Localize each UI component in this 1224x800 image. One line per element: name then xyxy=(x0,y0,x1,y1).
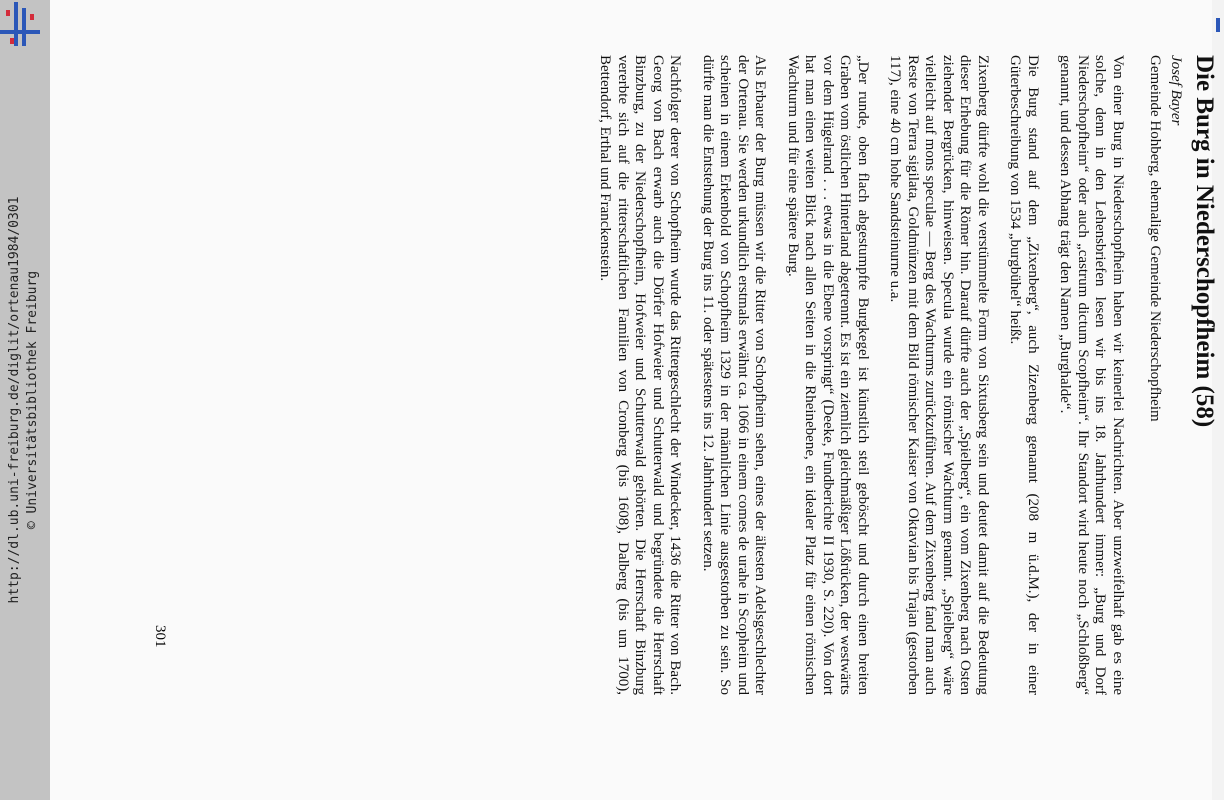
rotated-article xyxy=(98,55,1218,695)
article-subtitle: Gemeinde Hohberg, ehemalige Gemeinde Niederschopfheim xyxy=(1147,55,1163,422)
paragraph: Von einer Burg in Niederschopfheim haben wir keinerlei Nachrichten. Aber unzweifelhaft gab es eine solche, denn in den Lehensbriefen lesen wir bis ins 18. Jahrhundert immer: „Burg und Dorf Niederschopfheim“ oder auch „castrum dictum Scopfheim“. Ihr Standort wird heute noch „Schloßberg“ genannt, und dessen Abhang trägt den Namen „Burghalde“. xyxy=(1057,55,1126,695)
article-body xyxy=(596,55,1218,695)
source-url[interactable]: http://dl.ub.uni-freiburg.de/diglit/ortenau1984/0301 xyxy=(7,196,22,604)
page-number: 301 xyxy=(152,625,168,648)
article-author: Josef Bayer xyxy=(1168,55,1184,126)
article-title: Die Burg in Niederschopfheim (58) xyxy=(1191,55,1218,428)
sidebar-strip xyxy=(0,0,50,800)
paragraph: Nachfolger derer von Schopfheim wurde das Rittergeschlecht der Windecker, 1436 die Ritter von Bach. Georg von Bach erwarb auch die Dörfer Hofweier und Schutterwald und begründete die Herrschaft Binzburg, zu der Niederschopfheim, Hofweier und Schutterwald gehörten. Die Herrschaft Binzburg vererbte sich auf die ritterschaftlichen Familien von Cronberg (bis 1608), Dalberg (bis um 1700), Bettendorf, Erthal und Franckenstein. xyxy=(597,55,684,695)
paragraph: „Der runde, oben flach abgestumpfte Burgkegel ist künstlich steil geböscht und durch einen breiten Graben vom östlichen Hinterland abgetrennt. Es ist ein ziemlich gleichmäßiger Lößrücken, der westwärts vor dem Hügelrand . . . etwas in die Ebene vorspringt“ (Deeke, Fundberichte II 1930, S. 220). Von dort hat man einen weiten Blick nach allen Seiten in die Rheinebene, ein idealer Platz für einen römischen Wachturm und für eine spätere Burg. xyxy=(785,55,871,695)
paragraph: Zixenberg dürfte wohl die verstümmelte Form von Sixtusberg sein und deutet damit auf die Bedeutung dieser Erhebung für die Römer hin. Darauf dürfte auch der „Spielberg“, ein vom Zixenberg nach Osten ziehender Bergrücken, hinweisen. Specula wurde ein römischer Wachturm genannt. „Spielberg“ wäre vielleicht auf mons speculae — Berg des Wachturms zurückzuführen. Auf dem Zixenberg fand man auch Reste von Terra sigilata, Goldmünzen mit dem Bild römischer Kaiser von Oktavian bis Trajan (gestorben 117), eine 40 cm hohe Sandsteinurne u.a. xyxy=(887,55,991,695)
side-note xyxy=(6,0,46,800)
paragraph: Als Erbauer der Burg müssen wir die Ritter von Schopfheim sehen, eines der ältesten Adelsgeschlechter der Ortenau. Sie werden urkundlich erstmals erwähnt ca. 1066 in einem comes de urahe in Scopheim und scheinen in einem Erkenbold von Schopfheim 1329 in der männlichen Linie ausgestorben zu sein. So dürfte man die Entstehung der Burg ins 11. oder spätestens ins 12. Jahrhundert setzen. xyxy=(700,55,769,695)
paragraph: Die Burg stand auf dem „Zixenberg“, auch Zizenberg genannt (208 m ü.d.M.), der in einer Güterbeschreibung von 1534 „burgbühel“ heißt. xyxy=(1007,55,1041,695)
copyright-note: © Universitätsbibliothek Freiburg xyxy=(25,270,40,530)
